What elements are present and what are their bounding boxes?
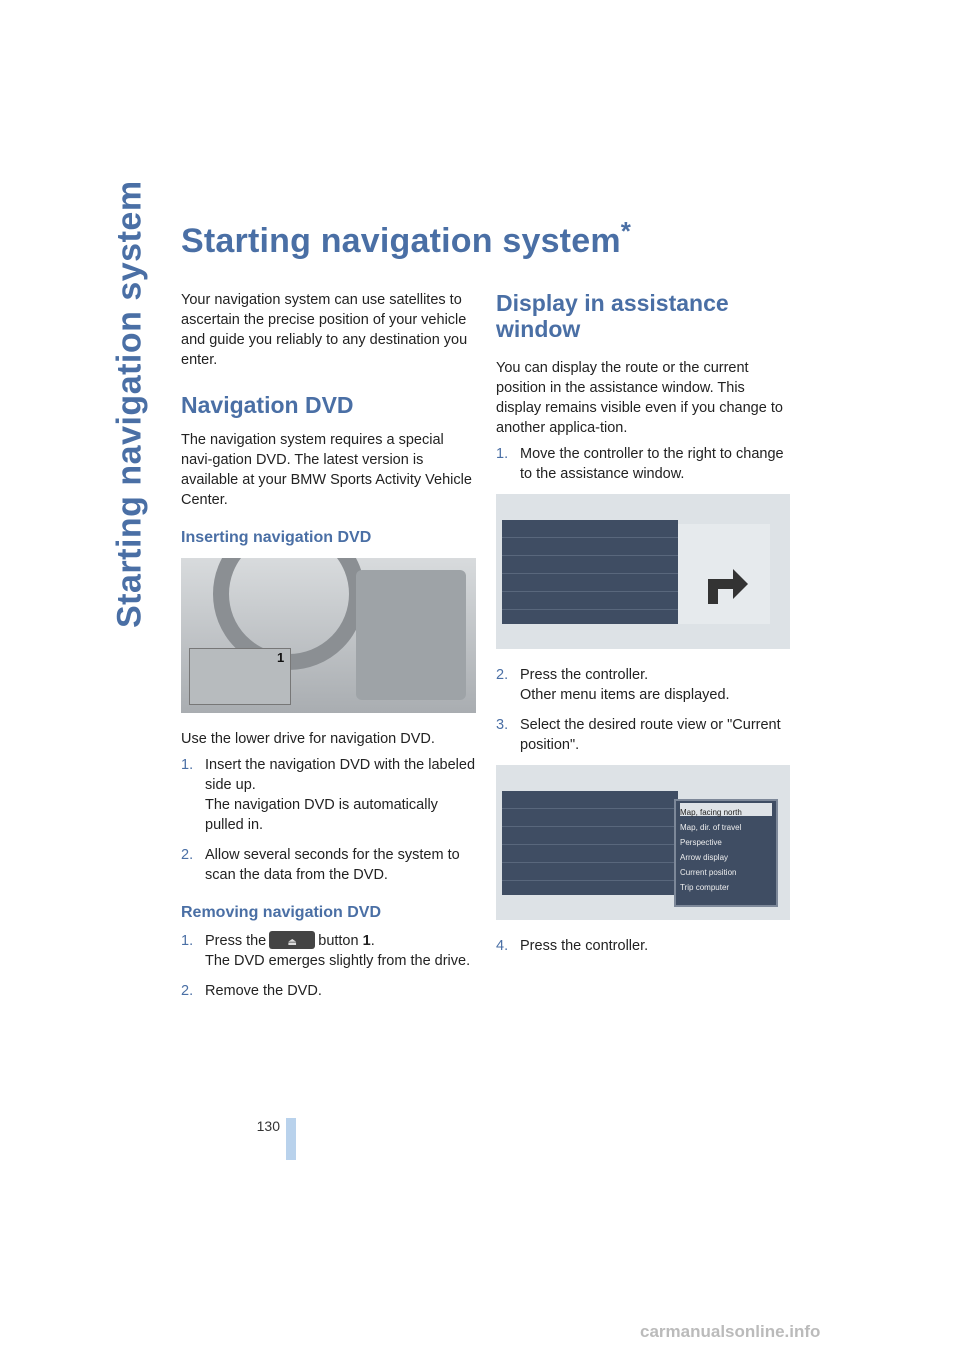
menu-item: Current position: [680, 868, 737, 877]
menu-item: Arrow display: [680, 853, 729, 862]
route-view-menu: [674, 799, 778, 907]
turn-arrow-icon: [678, 524, 770, 624]
assistance-steps-list-2: [496, 665, 791, 755]
navigation-dvd-paragraph: The navigation system requires a special navi-gation DVD. The latest version is available at your BMW Sports Activity Vehicle Center.: [181, 432, 472, 508]
radio-display-shape: [502, 520, 678, 624]
list-item: 2. Press the controller. Other menu items are displayed.: [496, 667, 730, 703]
page-marker-bar: [286, 1118, 296, 1160]
subheading-inserting: Inserting navigation DVD: [181, 529, 372, 546]
list-item: 2. Remove the DVD.: [181, 983, 322, 999]
left-column: [181, 290, 476, 1013]
eject-button-icon: ⏏: [269, 931, 315, 949]
menu-item: Map, facing north: [680, 803, 772, 816]
figure-vehicle-interior: [181, 558, 476, 713]
list-item: 3. Select the desired route view or "Current position".: [496, 717, 781, 753]
side-running-title: Starting navigation system: [110, 180, 149, 628]
insert-steps-list: [181, 755, 476, 885]
menu-item: Perspective: [680, 838, 722, 847]
list-item: 4. Press the controller.: [496, 938, 649, 954]
radio-unit-shape: [189, 648, 291, 705]
page-title: Starting navigation system*: [181, 216, 632, 260]
lower-drive-text: Use the lower drive for navigation DVD.: [181, 731, 435, 747]
assistance-steps-list-3: [496, 936, 791, 956]
center-console-shape: [356, 570, 466, 700]
figure-route-view-menu: [496, 765, 790, 920]
optional-equipment-asterisk: *: [620, 216, 632, 246]
page-number: 130: [256, 1118, 280, 1134]
subheading-removing: Removing navigation DVD: [181, 904, 382, 921]
list-item: 1. Insert the navigation DVD with the labeled side up. The navigation DVD is automatically pulled in.: [181, 757, 476, 833]
figure-assistance-window: [496, 494, 790, 649]
section-heading-assistance: Display in assistance window: [496, 290, 729, 342]
remove-steps-list: [181, 931, 476, 1001]
turn-arrow-panel: [678, 524, 770, 624]
section-heading-navigation-dvd: Navigation DVD: [181, 392, 354, 418]
list-item: 2. Allow several seconds for the system to scan the data from the DVD.: [181, 847, 460, 883]
menu-item: Trip computer: [680, 883, 730, 892]
menu-item: Map, dir. of travel: [680, 823, 742, 832]
assistance-steps-list: [496, 444, 791, 484]
intro-paragraph: Your navigation system can use satellites to ascertain the precise position of your vehicle and guide you reliably to any destination you enter.: [181, 292, 468, 368]
radio-display-shape: [502, 791, 678, 895]
watermark: carmanualsonline.info: [640, 1322, 821, 1341]
list-item: 1. Move the controller to the right to change to the assistance window.: [496, 446, 784, 482]
figure-callout-1: 1: [277, 650, 285, 665]
right-column: [496, 290, 791, 968]
list-item: 1. Press the ⏏ button 1. The DVD emerges slightly from the drive.: [181, 933, 471, 969]
assistance-intro: You can display the route or the current position in the assistance window. This display remains visible even if you change to another applica-tion.: [496, 360, 783, 436]
